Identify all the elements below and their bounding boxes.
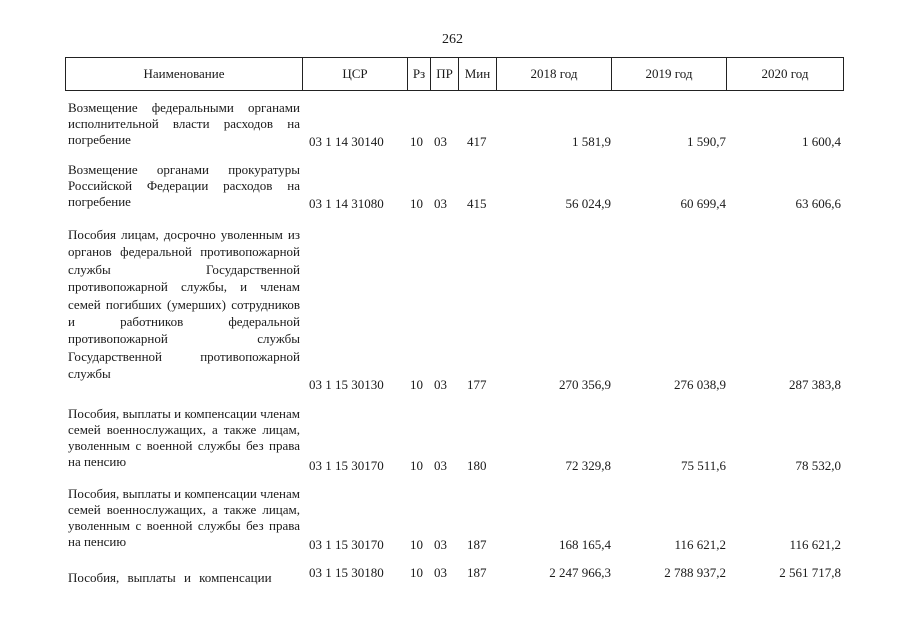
row-2019: 2 788 937,2 [664,565,726,580]
row-min: 187 [467,565,487,580]
row-pr: 03 [434,458,447,473]
row-2020: 116 621,2 [789,537,841,552]
row-pr: 03 [434,134,447,149]
row-csr: 03 1 15 30170 [309,537,384,552]
row-min: 180 [467,458,487,473]
row-name: Возмещение федеральными органами исполнительной власти расходов на погребение [68,100,300,147]
row-2018: 56 024,9 [565,196,611,211]
row-pr: 03 [434,377,447,392]
page-number: 262 [442,32,463,47]
row-rz: 10 [410,565,423,580]
row-2020: 1 600,4 [802,134,841,149]
row-csr: 03 1 15 30130 [309,377,384,392]
row-rz: 10 [410,377,423,392]
row-2020: 78 532,0 [795,458,841,473]
row-2018: 72 329,8 [565,458,611,473]
header-rz: Рз [412,66,426,81]
row-2019: 60 699,4 [680,196,726,211]
row-csr: 03 1 15 30170 [309,458,384,473]
row-pr: 03 [434,537,447,552]
row-name: Возмещение органами прокуратуры Российской Федерации расходов на погребение [68,162,300,209]
row-2018: 2 247 966,3 [549,565,611,580]
row-min: 417 [467,134,487,149]
header-pr: ПР [436,66,453,81]
row-min: 187 [467,537,487,552]
row-2019: 75 511,6 [680,458,726,473]
row-name: Пособия, выплаты и компенсации членам семей военнослужащих, а также лицам, уволенным с военной службы без права на пенсию [68,486,300,549]
row-2019: 276 038,9 [674,377,726,392]
row-2018: 1 581,9 [572,134,611,149]
row-csr: 03 1 15 30180 [309,565,384,580]
row-2020: 287 383,8 [789,377,841,392]
row-2020: 63 606,6 [795,196,841,211]
header-2019: 2019 год [645,66,693,81]
header-min: Мин [464,66,491,81]
row-2018: 270 356,9 [559,377,611,392]
table-header [65,57,844,91]
header-name: Наименование [143,66,225,81]
row-2018: 168 165,4 [559,537,611,552]
row-2019: 1 590,7 [687,134,726,149]
row-name: Пособия, выплаты и компенсации [68,570,272,585]
row-2019: 116 621,2 [674,537,726,552]
header-csr: ЦСР [342,66,368,81]
row-2020: 2 561 717,8 [779,565,841,580]
row-min: 415 [467,196,487,211]
row-rz: 10 [410,134,423,149]
row-pr: 03 [434,565,447,580]
row-name: Пособия, выплаты и компенсации членам семей военнослужащих, а также лицам, уволенным с военной службы без права на пенсию [68,406,300,469]
row-min: 177 [467,377,487,392]
row-rz: 10 [410,196,423,211]
header-2020: 2020 год [761,66,809,81]
row-rz: 10 [410,458,423,473]
row-pr: 03 [434,196,447,211]
row-csr: 03 1 14 30140 [309,134,384,149]
row-rz: 10 [410,537,423,552]
row-csr: 03 1 14 31080 [309,196,384,211]
row-name: Пособия лицам, досрочно уволенным из органов федеральной противопожарной службы Государственной противопожарной службы, и членам семей погибших (умерших) сотрудников и работников федеральной противопожарной службы Государственной противопожарной службы [68,227,300,382]
header-2018: 2018 год [530,66,578,81]
